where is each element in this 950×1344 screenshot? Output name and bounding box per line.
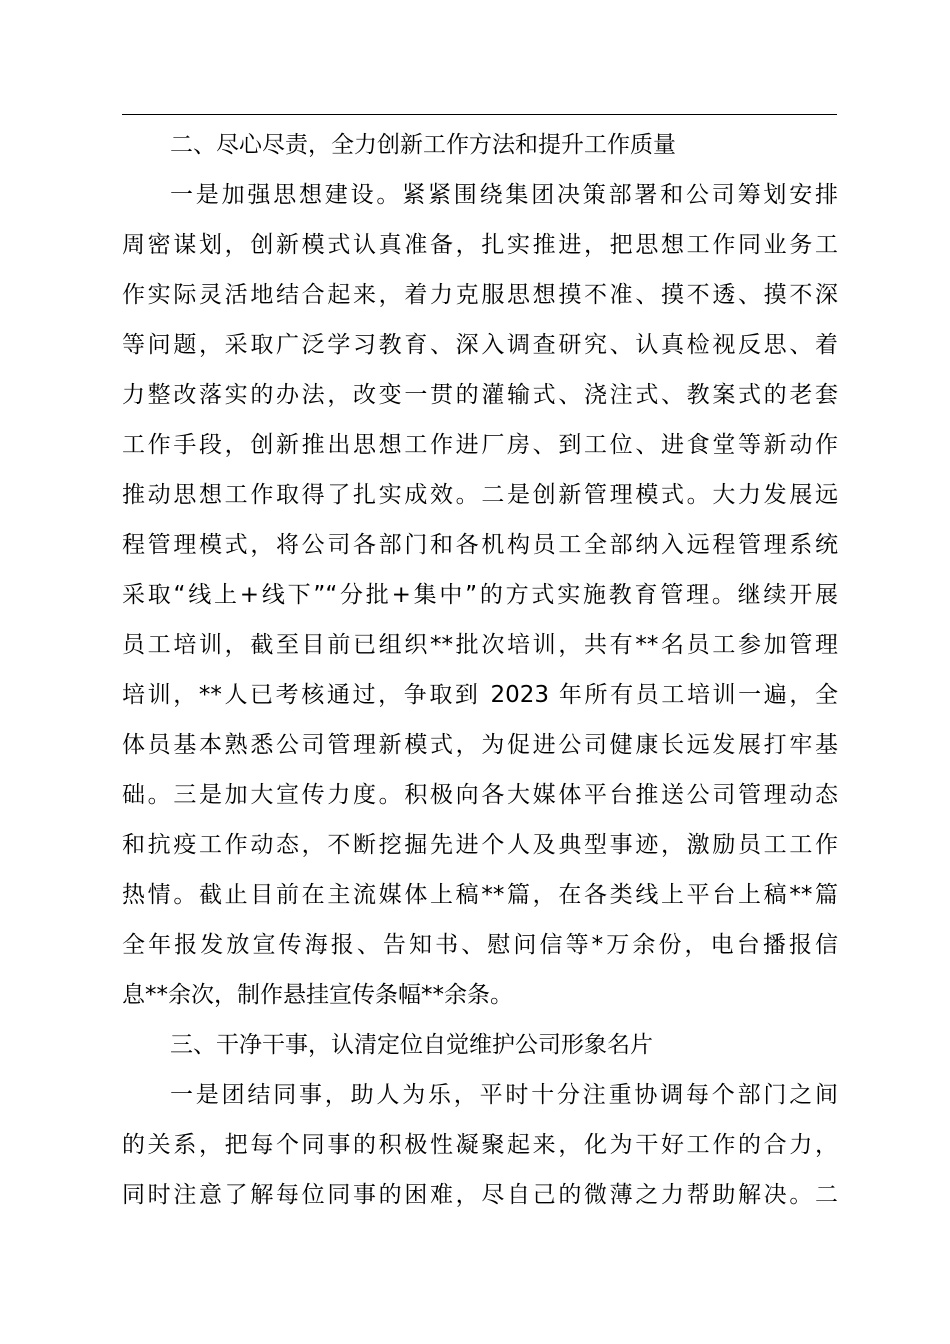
paragraph-line: 全年报发放宣传海报、告知书、慰问信等*万余份，电台播报信	[122, 932, 838, 958]
paragraph-line: 力整改落实的办法，改变一贯的灌输式、浇注式、教案式的老套	[122, 382, 838, 408]
paragraph-line: 采取“线上+线下”“分批+集中”的方式实施教育管理。继续开展	[122, 582, 838, 608]
paragraph-line: 一是团结同事，助人为乐，平时十分注重协调每个部门之间	[170, 1082, 838, 1108]
paragraph-line: 工作手段，创新推出思想工作进厂房、到工位、进食堂等新动作	[122, 432, 838, 458]
paragraph-line: 息**余次，制作悬挂宣传条幅**余条。	[122, 982, 513, 1008]
paragraph-line: 和抗疫工作动态，不断挖掘先进个人及典型事迹，激励员工工作	[122, 832, 838, 858]
paragraph-line: 体员基本熟悉公司管理新模式，为促进公司健康长远发展打牢基	[122, 732, 838, 758]
section-heading-2: 二、尽心尽责，全力创新工作方法和提升工作质量	[170, 132, 676, 158]
paragraph-line: 程管理模式，将公司各部门和各机构员工全部纳入远程管理系统	[122, 532, 838, 558]
header-rule	[122, 114, 837, 115]
paragraph-line: 等问题，采取广泛学习教育、深入调查研究、认真检视反思、着	[122, 332, 838, 358]
paragraph-line: 热情。截止目前在主流媒体上稿**篇，在各类线上平台上稿**篇	[122, 882, 838, 908]
paragraph-line: 作实际灵活地结合起来，着力克服思想摸不准、摸不透、摸不深	[122, 282, 838, 308]
paragraph-line: 员工培训，截至目前已组织**批次培训，共有**名员工参加管理	[122, 632, 838, 658]
paragraph-line: 础。三是加大宣传力度。积极向各大媒体平台推送公司管理动态	[122, 782, 838, 808]
paragraph-line: 一是加强思想建设。紧紧围绕集团决策部署和公司筹划安排	[170, 182, 838, 208]
paragraph-line: 的关系，把每个同事的积极性凝聚起来，化为干好工作的合力，	[122, 1132, 838, 1158]
paragraph-line: 周密谋划，创新模式认真准备，扎实推进，把思想工作同业务工	[122, 232, 838, 258]
paragraph-line: 同时注意了解每位同事的困难，尽自己的微薄之力帮助解决。二	[122, 1182, 838, 1208]
section-heading-3: 三、干净干事，认清定位自觉维护公司形象名片	[170, 1032, 653, 1058]
paragraph-line: 培训，**人已考核通过，争取到 2023 年所有员工培训一遍，全	[122, 682, 838, 708]
paragraph-line: 推动思想工作取得了扎实成效。二是创新管理模式。大力发展远	[122, 482, 838, 508]
